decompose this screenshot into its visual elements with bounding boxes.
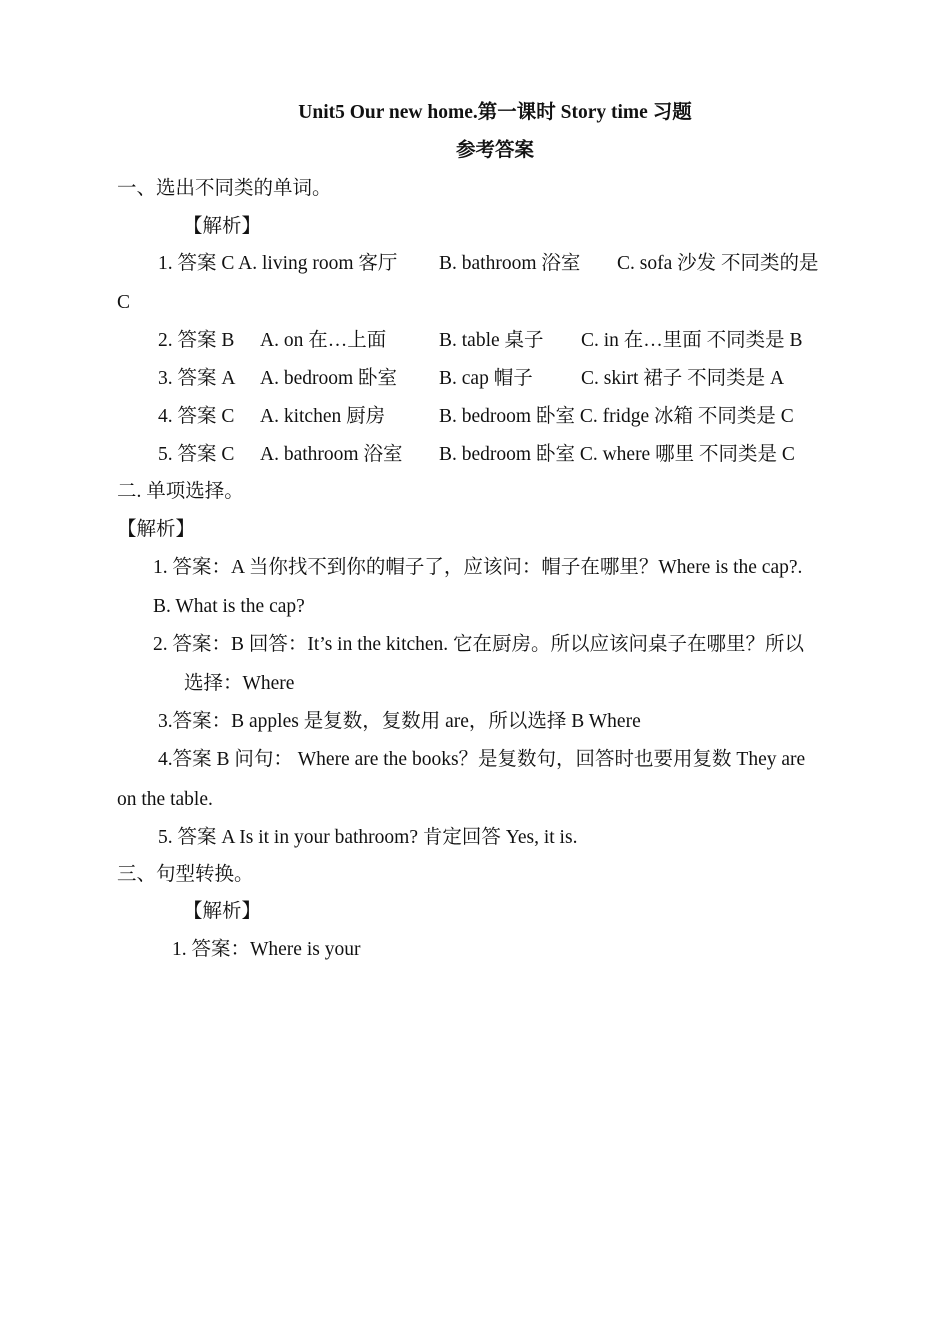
- s1-q3-option-a: A. bedroom 卧室: [260, 368, 398, 389]
- section3-analysis-label: 【解析】: [183, 901, 262, 922]
- s1-q3-answer: 3. 答案 A: [158, 368, 236, 389]
- s2-q4-line1: 4.答案 B 问句： Where are the books？是复数句，回答时也要用复数 They are: [158, 749, 806, 770]
- s1-q1-answer: 1. 答案 C A. living room 客厅: [158, 253, 398, 274]
- s1-q2-option-a: A. on 在…上面: [260, 330, 387, 351]
- s1-q4-answer: 4. 答案 C: [158, 406, 235, 427]
- s1-q2-option-b: B. table 桌子: [439, 330, 544, 351]
- s2-q1-line1: 1. 答案：A 当你找不到你的帽子了，应该问：帽子在哪里？Where is the cap?.: [153, 557, 803, 578]
- s1-q4-option-bc: B. bedroom 卧室 C. fridge 冰箱 不同类是 C: [439, 406, 794, 427]
- s1-q3-option-b: B. cap 帽子: [439, 368, 533, 389]
- section3-heading: 三、句型转换。: [117, 864, 254, 885]
- s1-q1-option-c: C. sofa 沙发 不同类的是: [617, 253, 819, 274]
- s1-q1-continuation: C: [117, 292, 131, 313]
- s2-q1-line2: B. What is the cap?: [153, 596, 305, 617]
- s2-q4-line2: on the table.: [117, 789, 213, 810]
- page-title: Unit5 Our new home.第一课时 Story time 习题: [298, 102, 692, 123]
- section1-analysis-label: 【解析】: [183, 216, 262, 237]
- s1-q3-option-c: C. skirt 裙子 不同类是 A: [581, 368, 785, 389]
- page-subtitle: 参考答案: [455, 140, 534, 161]
- s1-q2-answer: 2. 答案 B: [158, 330, 235, 351]
- s1-q5-answer: 5. 答案 C: [158, 444, 235, 465]
- section2-analysis-label: 【解析】: [117, 519, 196, 540]
- s3-q1: 1. 答案：Where is your: [172, 939, 361, 960]
- s2-q2-line2: 选择：Where: [184, 673, 295, 694]
- s2-q5: 5. 答案 A Is it in your bathroom? 肯定回答 Yes, it is.: [158, 827, 578, 848]
- section1-heading: 一、选出不同类的单词。: [117, 178, 332, 199]
- s2-q3: 3.答案：B apples 是复数，复数用 are，所以选择 B Where: [158, 711, 641, 732]
- s2-q2-line1: 2. 答案：B 回答：It’s in the kitchen. 它在厨房。所以应该问桌子在哪里？所以: [153, 634, 805, 655]
- section2-heading: 二. 单项选择。: [117, 481, 244, 502]
- s1-q5-option-a: A. bathroom 浴室: [260, 444, 403, 465]
- s1-q4-option-a: A. kitchen 厨房: [260, 406, 386, 427]
- s1-q5-option-bc: B. bedroom 卧室 C. where 哪里 不同类是 C: [439, 444, 795, 465]
- s1-q2-option-c: C. in 在…里面 不同类是 B: [581, 330, 803, 351]
- s1-q1-option-b: B. bathroom 浴室: [439, 253, 581, 274]
